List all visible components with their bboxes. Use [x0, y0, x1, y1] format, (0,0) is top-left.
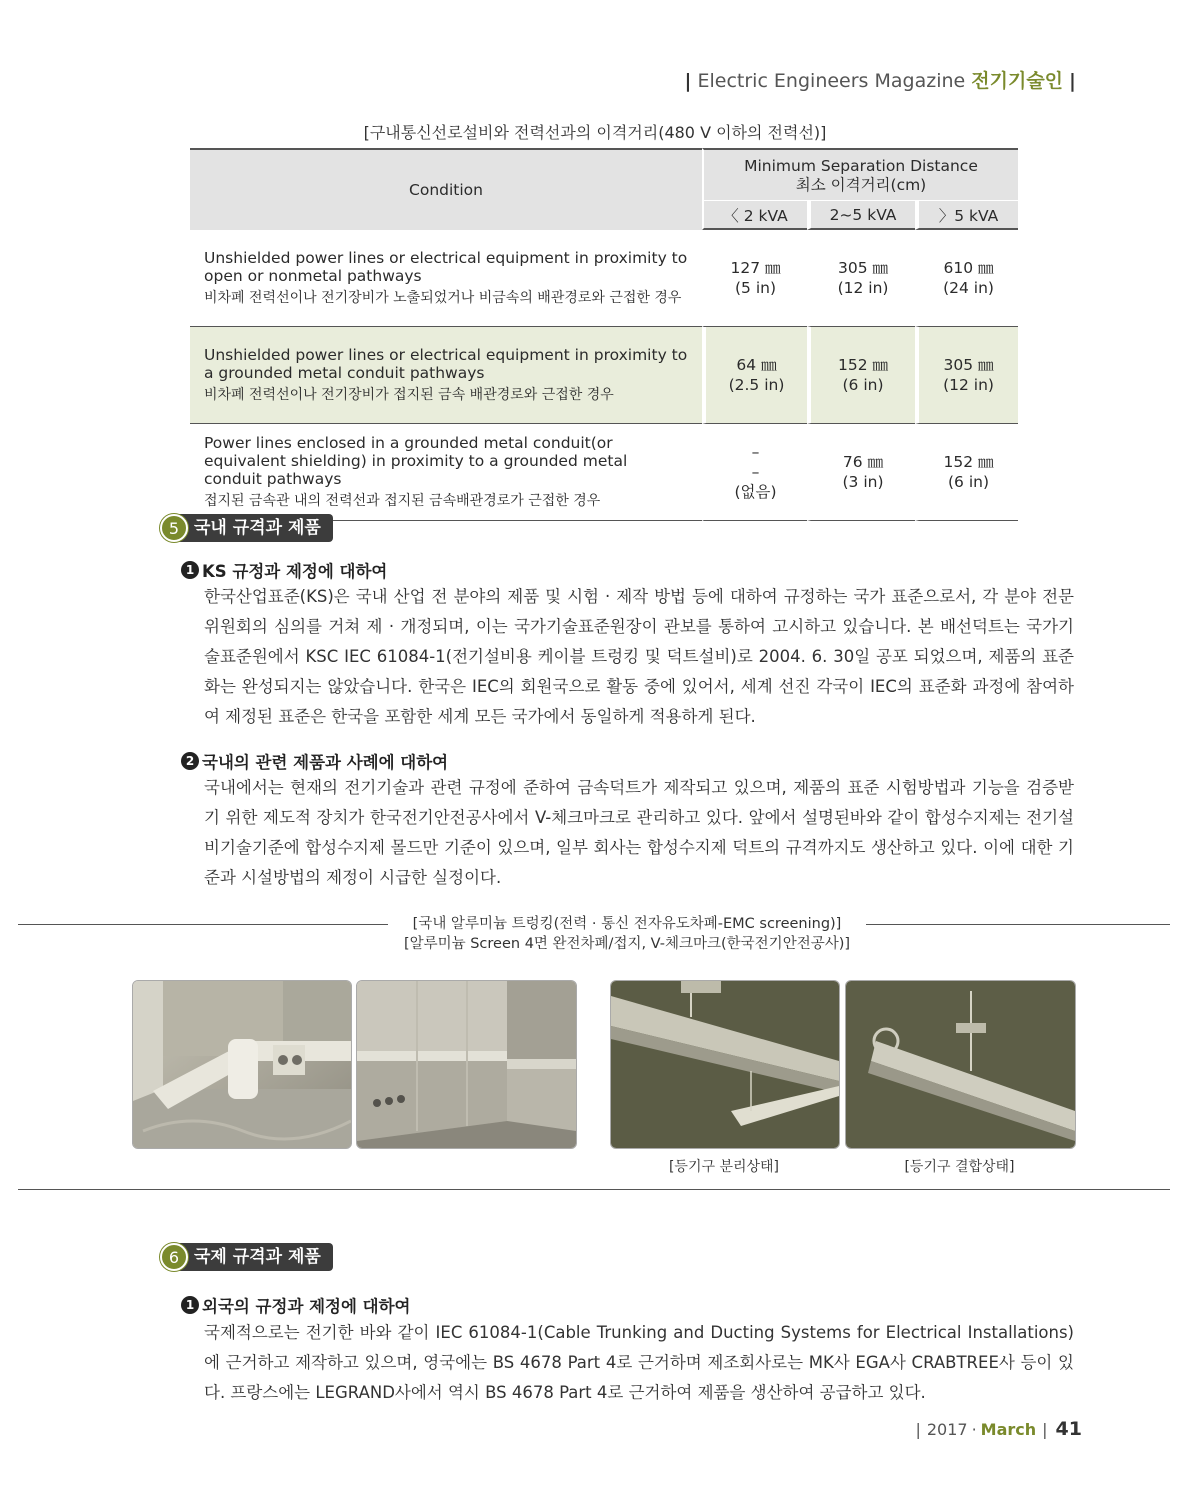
photo-duct-corner — [132, 980, 352, 1149]
subsection-6-1-heading — [181, 1293, 411, 1317]
condition-ko: 비차폐 전력선이나 전기장비가 접지된 금속 배관경로와 근접한 경우 — [204, 387, 614, 403]
issue-year: 2017 — [926, 1419, 968, 1439]
value-cell — [807, 424, 915, 521]
footer-dot: · — [971, 1419, 977, 1439]
value-mm: 305 ㎜ — [837, 259, 888, 277]
subsection-title: 국내의 관련 제품과 사례에 대하여 — [202, 753, 449, 772]
col-header-gt-5kva: 〉5 kVA — [915, 200, 1018, 230]
page-footer: | 2017 · March | 41 — [915, 1418, 1082, 1440]
value-in: (24 in) — [943, 279, 994, 297]
value-in: (12 in) — [943, 376, 994, 394]
condition-ko: 접지된 금속관 내의 전력선과 접지된 금속배관경로가 근접한 경우 — [204, 493, 601, 509]
value-cell — [702, 424, 807, 521]
subsection-5-1-heading — [181, 558, 387, 582]
duct-wall-image — [357, 981, 576, 1148]
col-header-lt-2kva: 〈 2 kVA — [702, 200, 807, 230]
figure-rule-right — [866, 924, 1170, 925]
value-mm: 127 ㎜ — [730, 259, 781, 277]
condition-header: Condition — [190, 148, 702, 230]
figure-rule-bottom — [18, 1189, 1170, 1190]
value-in: (6 in) — [947, 473, 989, 491]
section-number-badge: 5 — [160, 514, 188, 542]
section-number-badge: 6 — [160, 1243, 188, 1271]
condition-en: Unshielded power lines or electrical equipment in proximity to open or nonmetal pathways — [204, 249, 688, 285]
figure-rule-left — [18, 924, 388, 925]
figure-caption-line1: [국내 알루미늄 트렁킹(전력 · 통신 전자유도차폐-EMC screening)] — [412, 916, 842, 932]
figure-caption-line2: [알루미늄 Screen 4면 완전차폐/접지, V-체크마크(한국전기안전공사)] — [403, 936, 851, 952]
condition-cell — [190, 424, 702, 521]
value-cell — [702, 327, 807, 424]
value-in: (5 in) — [734, 279, 776, 297]
subsection-title: 외국의 규정과 제정에 대하여 — [202, 1297, 411, 1316]
luminaire-separated-image — [611, 981, 839, 1148]
value-in: (2.5 in) — [728, 376, 785, 394]
subsection-number: 2 — [181, 752, 199, 770]
running-header: | Electric Engineers Magazine 전기기술인 | — [684, 70, 1076, 92]
photo-caption-separated: [등기구 분리상태] — [668, 1159, 780, 1175]
value-cell — [807, 230, 915, 327]
magazine-name-korean: 전기기술인 — [971, 70, 1064, 92]
section-6-heading — [160, 1243, 333, 1271]
condition-en: Power lines enclosed in a grounded metal conduit(or equivalent shielding) in proximity to a grounded metal conduit pathways — [204, 434, 628, 488]
value-cell — [915, 424, 1018, 521]
value-mm: 610 ㎜ — [943, 259, 994, 277]
section-5-heading — [160, 514, 333, 542]
separation-distance-table — [190, 148, 1018, 521]
min-distance-header — [702, 148, 1018, 200]
value-none: (없음) — [734, 483, 777, 501]
value-mm: 152 ㎜ — [943, 453, 994, 471]
value-mm: 76 ㎜ — [842, 453, 884, 471]
value-dash: – — [751, 463, 760, 481]
condition-ko: 비차폐 전력선이나 전기장비가 노출되었거나 비금속의 배관경로와 근접한 경우 — [204, 290, 682, 306]
min-distance-header-en: Minimum Separation Distance — [744, 157, 978, 175]
photo-caption-combined: [등기구 결합상태] — [904, 1159, 1015, 1175]
value-cell — [915, 230, 1018, 327]
magazine-name: Electric Engineers Magazine — [697, 70, 966, 92]
page-number: 41 — [1055, 1418, 1082, 1440]
photo-luminaire-combined — [845, 980, 1076, 1149]
table-row — [190, 230, 1018, 327]
photo-duct-wall — [356, 980, 577, 1149]
paragraph: 국제적으로는 전기한 바와 같이 IEC 61084-1(Cable Trunking and Ducting Systems for Electrical Installations)에 근거하고 제작하고 있으며, 영국에는 BS 4678 Part 4로 근거하며 제조회사로는 MK사 EGA사 CRABTREE사 등이 있다. 프랑스에는 LEGRAND사에서 역시 BS 4678 Part 4로 근거하여 제품을 생산하여 공급하고 있다. — [204, 1323, 1074, 1402]
paragraph: 국내에서는 현재의 전기기술과 관련 규정에 준하여 금속덕트가 제작되고 있으며, 제품의 표준 시험방법과 기능을 검증받기 위한 제도적 장치가 한국전기안전공사에서 V-체크마크로 관리하고 있다. 앞에서 설명된바와 같이 합성수지제는 전기설비기술기준에 합성수지제 몰드만 기준이 있으며, 일부 회사는 합성수지제 덕트의 규격까지도 생산하고 있다. 이에 대한 기준과 시설방법의 제정이 시급한 실정이다. — [204, 778, 1074, 887]
table-caption: [구내통신선로설비와 전력선과의 이격거리(480 V 이하의 전력선)] — [363, 123, 827, 142]
value-mm: 305 ㎜ — [943, 356, 994, 374]
section-title: 국제 규격과 제품 — [176, 1243, 333, 1271]
subsection-title: KS 규정과 제정에 대하여 — [202, 562, 388, 581]
value-cell — [702, 230, 807, 327]
subsection-number: 1 — [181, 1296, 199, 1314]
section-title: 국내 규격과 제품 — [176, 514, 333, 542]
value-in: (12 in) — [837, 279, 889, 297]
col-header-2-5kva: 2~5 kVA — [807, 200, 915, 230]
table-row — [190, 424, 1018, 521]
luminaire-combined-image — [846, 981, 1075, 1148]
value-cell — [915, 327, 1018, 424]
min-distance-header-ko: 최소 이격거리(cm) — [795, 176, 927, 194]
value-mm: 152 ㎜ — [837, 356, 888, 374]
subsection-5-2-heading — [181, 749, 448, 773]
value-in: (6 in) — [842, 376, 884, 394]
table-row — [190, 327, 1018, 424]
issue-month: March — [980, 1419, 1037, 1439]
paragraph: 한국산업표준(KS)은 국내 산업 전 분야의 제품 및 시험 · 제작 방법 등에 대하여 규정하는 국가 표준으로서, 각 분야 전문위원회의 심의를 거쳐 제 · 개정되며, 이는 국가기술표준원장이 관보를 통하여 고시하고 있습니다. 본 배선덕트는 국가기술표준원에서 KSC IEC 61084-1(전기설비용 케이블 트렁킹 및 덕트설비)로 2004. 6. 30일 공포 되었으며, 제품의 표준화는 완성되지는 않았습니다. 한국은 IEC의 회원국으로 활동 중에 있어서, 세계 선진 각국이 IEC의 표준화 과정에 참여하여 제정된 표준은 한국을 포함한 세계 모든 국가에서 동일하게 적용하게 된다. — [204, 587, 1074, 726]
condition-en: Unshielded power lines or electrical equipment in proximity to a grounded metal conduit pathways — [204, 346, 688, 382]
value-dash: – — [751, 443, 760, 461]
photo-luminaire-separated — [610, 980, 840, 1149]
figure-caption — [380, 914, 874, 954]
value-cell — [807, 327, 915, 424]
duct-corner-image — [133, 981, 351, 1148]
value-in: (3 in) — [842, 473, 884, 491]
value-mm: 64 ㎜ — [736, 356, 777, 374]
condition-cell — [190, 327, 702, 424]
condition-cell — [190, 230, 702, 327]
subsection-number: 1 — [181, 561, 199, 579]
